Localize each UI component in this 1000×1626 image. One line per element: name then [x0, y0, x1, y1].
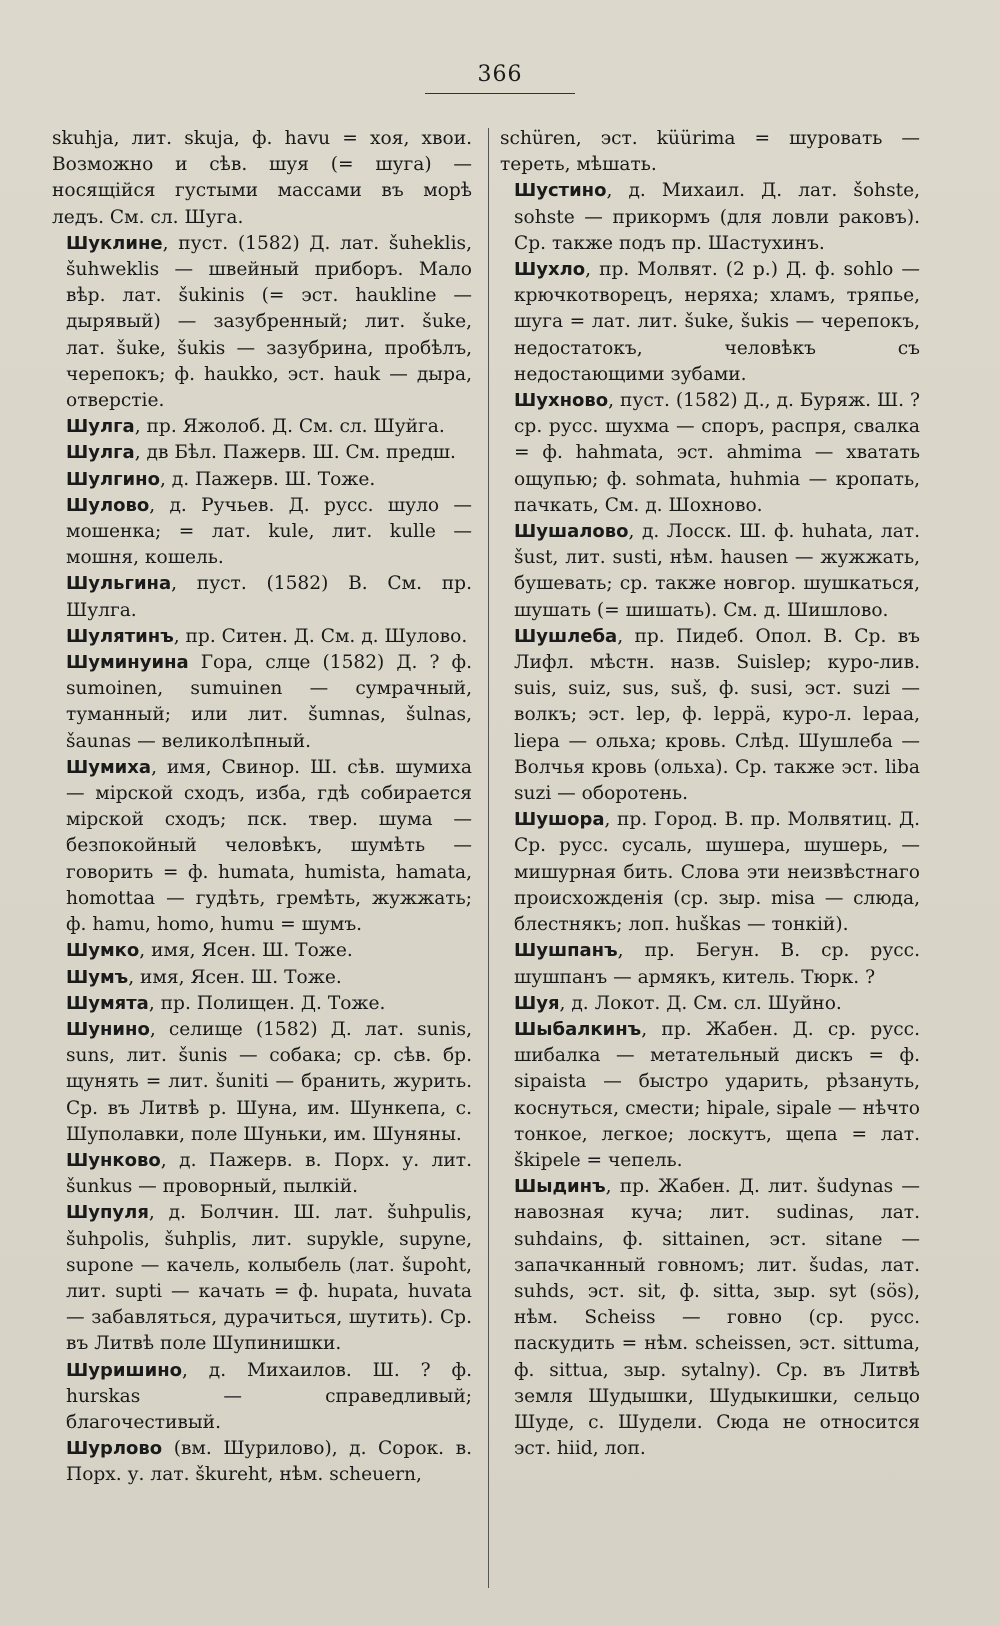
entry-text: , пр. Ситен. Д. См. д. Шулово. [173, 625, 468, 647]
entry-headword: Шумята [66, 992, 149, 1014]
dictionary-entry [52, 1148, 472, 1200]
entry-headword: Шухново [514, 390, 609, 412]
entry-headword: Шуминуина [66, 652, 189, 674]
dictionary-entry [500, 624, 920, 807]
entry-text: , имя, Свинор. Ш. сѣв. шумиха — мірской сходъ, изба, гдѣ собирается мірской сходъ; пск. твер. шума — безпокойный человѣкъ, шумѣть — говорить = ф. humata, humista, hamata, homottaa — гудѣть, гремѣть, жужжать; ф. hamu, homo, humu = шумъ. [66, 756, 472, 936]
entry-text: , пр. Полищен. Д. Тоже. [148, 992, 386, 1014]
entry-headword: Шунково [66, 1149, 161, 1171]
entry-text: , д. Болчин. Ш. лат. šuhpulis, šuhpolis, šuhplis, лит. supykle, supyne, supone — качель, колыбель (лат. šupoht, лит. supti — качать = ф. hupata, huvata — забавляться, дурачиться, шутить). Ср. въ Литвѣ поле Шупинишки. [66, 1202, 472, 1355]
header-rule [425, 93, 575, 94]
dictionary-entry [500, 1017, 920, 1174]
entry-headword: Шыбалкинъ [514, 1018, 642, 1040]
dictionary-entry [52, 991, 472, 1017]
entry-headword: Шуришино [66, 1359, 182, 1381]
entry-text: (вм. Шурилово), д. Сорок. в. Порх. у. лат. škureht, нѣм. scheuern, [66, 1438, 472, 1486]
dictionary-entry [52, 938, 472, 964]
dictionary-entry [52, 1436, 472, 1488]
dictionary-entry [52, 1358, 472, 1437]
dictionary-entry [500, 991, 920, 1017]
dictionary-entry [52, 650, 472, 755]
entry-text: , пр. Яжолоб. Д. См. сл. Шуйга. [134, 416, 445, 438]
entry-text: , пр. Город. В. пр. Молвятиц. Д. Ср. русс. сусаль, шушера, шушерь, — мишурная бить. Слова эти неизвѣстнаго происхожденія (ср. зыр. misa — слюда, блестнякъ; лоп. huškas — тонкій). [514, 809, 920, 936]
dictionary-entry [52, 440, 472, 466]
entry-headword: Шурлово [66, 1438, 163, 1460]
entry-headword: Шулятинъ [66, 625, 174, 647]
entry-text: , пр. Молвят. (2 р.) Д. ф. sohlo — крючкотворецъ, неряха; хламъ, тряпье, шуга = лат. лит. šuke, šukis — черепокъ, недостатокъ, человѣкъ съ недостающими зубами. [514, 259, 920, 385]
dictionary-entry [52, 126, 472, 231]
entry-headword: Шунино [66, 1018, 150, 1040]
entry-text: , имя, Ясен. Ш. Тоже. [128, 966, 342, 988]
dictionary-entry [500, 1174, 920, 1462]
entry-headword: Шумъ [66, 966, 129, 988]
entry-text: , д. Лосск. Ш. ф. huhata, лат. šust, лит. susti, нѣм. hausen — жужжать, бушевать; ср. также новгор. шушкаться, шушать (= шишать). См. д. Шишлово. [514, 521, 920, 621]
dictionary-entry [500, 938, 920, 990]
entry-headword: Шумко [66, 940, 140, 962]
entry-text: , пр. Жабен. Д. ср. русс. шибалка — метательный дискъ = ф. sipaista — быстро ударить, рѣзануть, коснуться, смести; hipale, sipale — нѣчто тонкое, легкое; лоскутъ, щепа = лат. škipele = чепель. [514, 1018, 920, 1171]
entry-headword: Шухло [514, 259, 586, 281]
entry-text: , д. Локот. Д. См. сл. Шуйно. [559, 992, 842, 1014]
dictionary-entry [52, 231, 472, 414]
entry-text: , д. Михаил. Д. лат. šohste, sohste — прикормъ (для ловли раковъ). Ср. также подъ пр. Шастухинъ. [514, 180, 920, 254]
dictionary-entry [52, 1017, 472, 1148]
entry-text: , д. Пажерв. Ш. Тоже. [159, 468, 376, 490]
entry-text: , д. Михаилов. Ш. ? ф. hurskas — справедливый; благочестивый. [66, 1359, 472, 1433]
page-number: 366 [477, 62, 523, 87]
entry-headword: Шупуля [66, 1202, 149, 1224]
entry-headword: Шулга [66, 442, 135, 464]
entry-text: , д. Ручьев. Д. русс. шуло — мошенка; = лат. kule, лит. kulle — мошня, кошель. [66, 494, 472, 569]
entry-text: , пр. Пидеб. Опол. В. Ср. въ Лифл. мѣстн. назв. Suislep; куро-лив. suis, suiz, sus, suš, ф. susi, эст. suzi — волкъ; эст. lep, ф. leppä, куро-л. lepaa, liepa — ольха; кровь. Слѣд. Шушлеба — Волчья кровь (ольха). Ср. также эст. liba suzi — оборотень. [514, 625, 920, 805]
entry-headword: Шулгино [66, 468, 160, 490]
entry-text: , пр. Жабен. Д. лит. šudynas — навозная куча; лит. sudinas, лат. suhdains, ф. sittainen, эст. sitane — запачканный говномъ; лит. šudas, лат. suhds, эст. sit, ф. sitta, зыр. syt (sös), нѣм. Scheiss — говно (ср. русс. паскудить = нѣм. scheissen, эст. sittuma, ф. sittua, зыр. sytalny). Ср. въ Литвѣ земля Шудышки, Шудыкишки, сельцо Шуде, с. Шудели. Сюда не относится эст. hiid, лоп. [514, 1176, 920, 1460]
dictionary-entry [52, 1200, 472, 1357]
left-column [52, 126, 472, 1489]
entry-text: , пуст. (1582) Д. лат. šuheklis, šuhweklis — швейный приборъ. Мало вѣр. лат. šukinis (= эст. haukline — дырявый) — зазубренный; лит. šuke, лат. šuke, šukis — зазубрина, пробѣлъ, черепокъ; ф. haukko, эст. hauk — дыра, отверстіе. [66, 232, 472, 412]
dictionary-entry [500, 126, 920, 178]
column-divider [488, 128, 489, 1588]
dictionary-entry [500, 388, 920, 519]
entry-headword: Шуклине [66, 232, 163, 254]
entry-text: , пуст. (1582) Д., д. Буряж. Ш. ? ср. русс. шухма — споръ, распря, свалка = ф. hahmata, эст. ahmima — хватать ощупью; ф. sohmata, huhmia — кропать, пачкать, См. д. Шохново. [514, 390, 920, 516]
entry-headword: Шушпанъ [514, 940, 618, 962]
entry-text: schüren, эст. küürima = шуровать — тереть, мѣшать. [500, 128, 920, 176]
entry-headword: Шыдинъ [514, 1176, 606, 1198]
dictionary-entry [52, 414, 472, 440]
dictionary-entry [500, 807, 920, 938]
entry-text: , селище (1582) Д. лат. sunis, suns, лит. šunis — собака; ср. сѣв. бр. щунять = лит. šuniti — бранить, журить. Ср. въ Литвѣ р. Шуна, им. Шункепа, с. Шуполавки, поле Шуньки, им. Шуняны. [66, 1018, 472, 1145]
dictionary-entry [52, 571, 472, 623]
entry-headword: Шульгина [66, 573, 172, 595]
entry-text: , д. Пажерв. в. Порх. у. лит. šunkus — проворный, пылкій. [66, 1149, 472, 1198]
entry-headword: Шуя [514, 992, 560, 1014]
dictionary-entry [500, 257, 920, 388]
dictionary-entry [500, 519, 920, 624]
entry-headword: Шулово [66, 494, 150, 516]
right-column [500, 126, 920, 1462]
dictionary-entry [52, 755, 472, 938]
entry-text: , пуст. (1582) В. См. пр. Шулга. [66, 573, 472, 621]
dictionary-entry [52, 467, 472, 493]
entry-headword: Шушора [514, 809, 605, 831]
dictionary-entry [52, 493, 472, 572]
dictionary-entry [52, 624, 472, 650]
entry-text: , пр. Бегун. В. ср. русс. шушпанъ — армякъ, китель. Тюрк. ? [514, 940, 920, 988]
entry-headword: Шушлеба [514, 625, 618, 647]
entry-headword: Шушалово [514, 521, 629, 543]
entry-text: skuhja, лит. skuja, ф. havu = хоя, хвои. Возможно и сѣв. шуя (= шуга) — носящійся густыми массами въ морѣ ледъ. См. сл. Шуга. [52, 128, 472, 228]
dictionary-entry [500, 178, 920, 257]
dictionary-entry [52, 965, 472, 991]
entry-headword: Шустино [514, 180, 607, 202]
entry-headword: Шулга [66, 416, 135, 438]
entry-text: , дв Бѣл. Пажерв. Ш. См. предш. [134, 442, 456, 464]
entry-headword: Шумиха [66, 756, 152, 778]
entry-text: , имя, Ясен. Ш. Тоже. [139, 940, 353, 962]
entry-text: Гора, слце (1582) Д. ? ф. sumoinen, sumuinen — сумрачный, туманный; или лит. šumnas, šulnas, šaunas — великолѣпный. [66, 652, 472, 752]
